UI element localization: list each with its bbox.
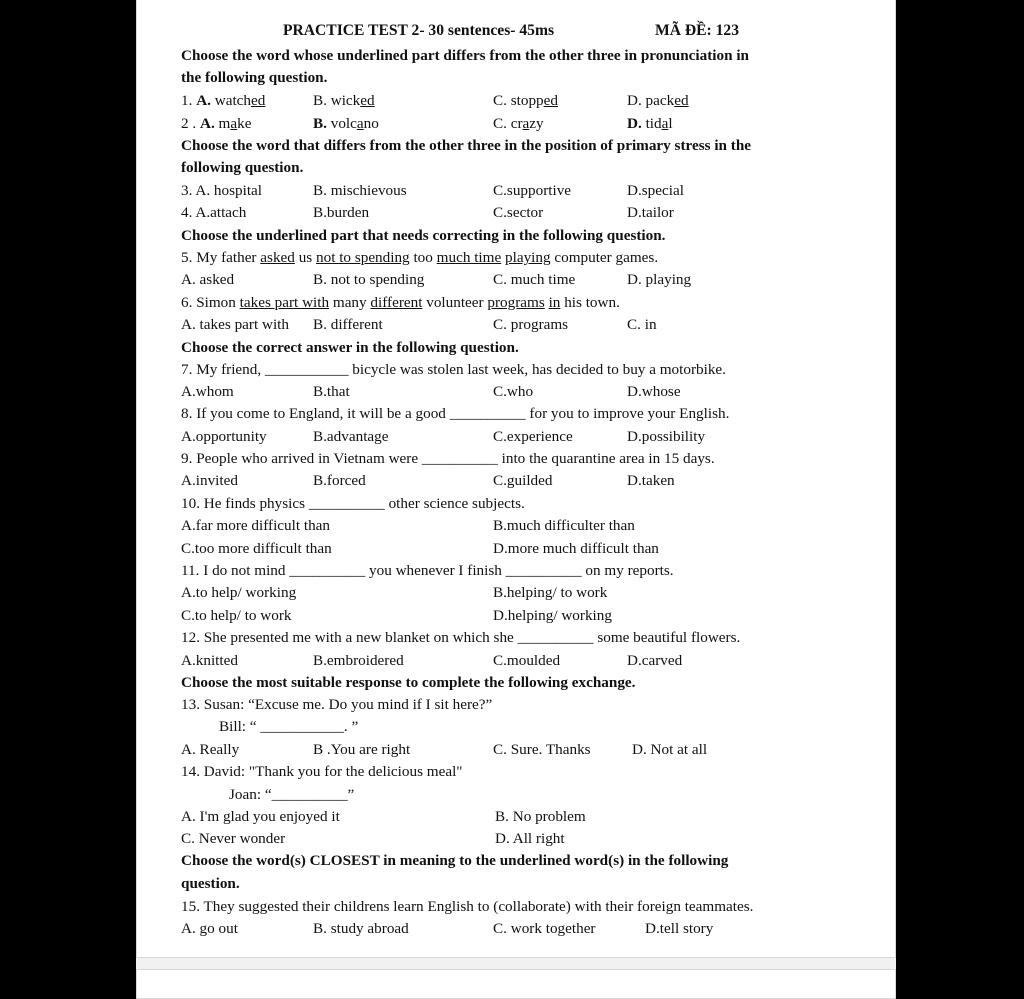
question-8-option-b: B.advantage	[313, 428, 389, 445]
question-7-option-c: C.who	[493, 383, 534, 400]
question-15-option-d: D.tell story	[645, 920, 714, 937]
question-12-option-a: A.knitted	[181, 652, 238, 669]
question-11-stem: 11. I do not mind __________ you whenever I finish __________ on my reports.	[181, 562, 674, 579]
question-2-option-c: C. crazy	[493, 115, 544, 132]
question-7-option-b: B.that	[313, 383, 350, 400]
question-11-option-a: A.to help/ working	[181, 584, 297, 601]
question-9-option-d: D.taken	[627, 472, 675, 489]
question-2-option-a: 2 . A. make	[181, 115, 252, 132]
section-2-instruction-cont: following question.	[181, 159, 304, 176]
question-9-option-b: B.forced	[313, 472, 366, 489]
question-13-option-d: D. Not at all	[632, 741, 708, 758]
question-14-option-d: D. All right	[495, 830, 565, 847]
question-10-option-a: A.far more difficult than	[181, 517, 331, 534]
question-9-option-c: C.guilded	[493, 472, 553, 489]
question-14-option-b: B. No problem	[495, 808, 586, 825]
test-title: PRACTICE TEST 2- 30 sentences- 45ms	[283, 22, 555, 39]
question-1-option-a: 1. A. watched	[181, 92, 266, 109]
question-5-option-a: A. asked	[181, 271, 235, 288]
question-13-reply: Bill: “ ___________. ”	[219, 718, 359, 735]
question-1-option-b: B. wicked	[313, 92, 375, 109]
question-10-option-c: C.too more difficult than	[181, 540, 332, 557]
section-1-instruction: Choose the word whose underlined part differs from the other three in pronunciation in	[181, 47, 749, 64]
question-2-option-b: B. volcano	[313, 115, 379, 132]
question-14-stem: 14. David: "Thank you for the delicious meal"	[181, 763, 463, 780]
question-13-option-b: B .You are right	[313, 741, 411, 758]
question-9-option-a: A.invited	[181, 472, 238, 489]
question-14-option-a: A. I'm glad you enjoyed it	[181, 808, 340, 825]
question-2-option-d: D. tidal	[627, 115, 673, 132]
question-5-option-c: C. much time	[493, 271, 576, 288]
section-6-instruction-cont: question.	[181, 875, 240, 892]
question-13-option-a: A. Really	[181, 741, 240, 758]
question-6-option-c: C. programs	[493, 316, 569, 333]
question-5-option-b: B. not to spending	[313, 271, 425, 288]
section-1-instruction-cont: the following question.	[181, 69, 328, 86]
question-6-option-a: A. takes part with	[181, 316, 289, 333]
question-6-option-d: C. in	[627, 316, 657, 333]
question-15-option-b: B. study abroad	[313, 920, 409, 937]
section-3-instruction: Choose the underlined part that needs correcting in the following question.	[181, 227, 666, 244]
section-5-instruction: Choose the most suitable response to complete the following exchange.	[181, 674, 636, 691]
question-7-option-a: A.whom	[181, 383, 234, 400]
question-14-option-c: C. Never wonder	[181, 830, 286, 847]
question-12-option-d: D.carved	[627, 652, 683, 669]
question-1-option-d: D. packed	[627, 92, 689, 109]
question-7-option-d: D.whose	[627, 383, 681, 400]
question-13-option-c: C. Sure. Thanks	[493, 741, 591, 758]
question-8-option-c: C.experience	[493, 428, 573, 445]
question-3-option-a: 3. A. hospital	[181, 182, 263, 199]
question-4-option-d: D.tailor	[627, 204, 674, 221]
question-3-option-d: D.special	[627, 182, 684, 199]
question-6-option-b: B. different	[313, 316, 383, 333]
question-3-option-b: B. mischievous	[313, 182, 407, 199]
question-4-option-b: B.burden	[313, 204, 370, 221]
question-3-option-c: C.supportive	[493, 182, 572, 199]
question-7-stem: 7. My friend, ___________ bicycle was stolen last week, has decided to buy a motorbike.	[181, 361, 726, 378]
question-9-stem: 9. People who arrived in Vietnam were __________ into the quarantine area in 15 days.	[181, 450, 715, 467]
section-2-instruction: Choose the word that differs from the other three in the position of primary stress in the	[181, 137, 752, 154]
next-document-page	[136, 969, 896, 999]
question-11-option-c: C.to help/ to work	[181, 607, 292, 624]
question-12-option-b: B.embroidered	[313, 652, 404, 669]
question-14-reply: Joan: “__________”	[229, 786, 355, 803]
question-8-option-d: D.possibility	[627, 428, 706, 445]
question-11-option-b: B.helping/ to work	[493, 584, 608, 601]
question-12-option-c: C.moulded	[493, 652, 561, 669]
question-4-option-c: C.sector	[493, 204, 544, 221]
question-6-stem: 6. Simon takes part with many different volunteer programs in his town.	[181, 294, 620, 311]
question-1-option-c: C. stopped	[493, 92, 558, 109]
question-5-option-d: D. playing	[627, 271, 692, 288]
question-10-stem: 10. He finds physics __________ other science subjects.	[181, 495, 525, 512]
question-15-option-c: C. work together	[493, 920, 596, 937]
question-8-stem: 8. If you come to England, it will be a good __________ for you to improve your English.	[181, 405, 730, 422]
question-15-stem: 15. They suggested their childrens learn English to (collaborate) with their foreign teammates.	[181, 898, 754, 915]
question-5-stem: 5. My father asked us not to spending too much time playing computer games.	[181, 249, 659, 266]
question-11-option-d: D.helping/ working	[493, 607, 612, 624]
question-10-option-b: B.much difficulter than	[493, 517, 635, 534]
page-gap	[136, 958, 896, 969]
question-8-option-a: A.opportunity	[181, 428, 267, 445]
question-15-option-a: A. go out	[181, 920, 238, 937]
section-6-instruction: Choose the word(s) CLOSEST in meaning to the underlined word(s) in the following	[181, 852, 729, 869]
section-4-instruction: Choose the correct answer in the following question.	[181, 339, 519, 356]
question-12-stem: 12. She presented me with a new blanket on which she __________ some beautiful flowers.	[181, 629, 741, 646]
exam-code: MÃ ĐỀ: 123	[655, 22, 740, 39]
question-4-option-a: 4. A.attach	[181, 204, 247, 221]
question-13-stem: 13. Susan: “Excuse me. Do you mind if I sit here?”	[181, 696, 493, 713]
question-10-option-d: D.more much difficult than	[493, 540, 659, 557]
